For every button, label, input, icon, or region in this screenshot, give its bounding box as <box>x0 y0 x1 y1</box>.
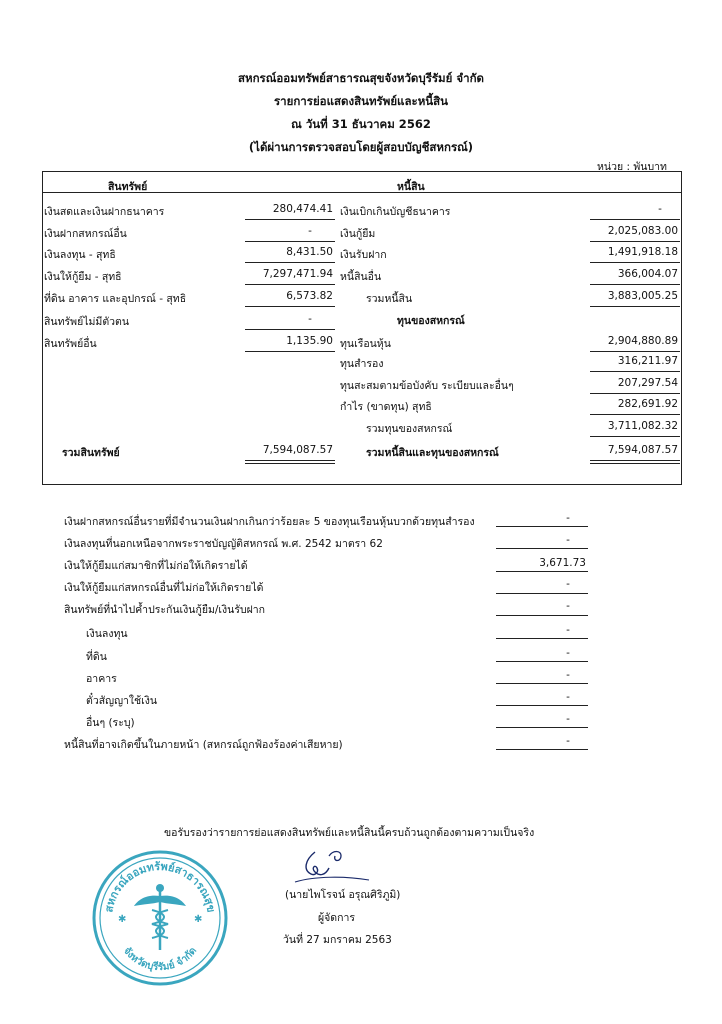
asset-label: เงินให้กู้ยืม - สุทธิ <box>44 271 122 283</box>
unit-label: หน่วย : พันบาท <box>597 161 667 173</box>
audit-note: (ได้ผ่านการตรวจสอบโดยผู้สอบบัญชีสหกรณ์) <box>248 140 474 154</box>
asset-underline <box>245 351 335 352</box>
liability-value: 366,004.07 <box>617 268 678 280</box>
liabilities-total-label: รวมหนี้สิน <box>366 293 413 305</box>
assets-total-value: 7,594,087.57 <box>262 444 333 456</box>
note-underline <box>496 749 588 750</box>
note-value: - <box>566 735 570 747</box>
equity-label: กำไร (ขาดทุน) สุทธิ <box>340 401 432 413</box>
liabilities-heading: หนี้สิน <box>397 181 425 193</box>
asset-underline <box>245 241 335 242</box>
asset-underline <box>245 329 335 330</box>
note-value: - <box>566 624 570 636</box>
signer-name: (นายไพโรจน์ อรุณศิริภูมิ) <box>285 889 401 901</box>
note-value: - <box>566 578 570 590</box>
liability-underline <box>590 241 680 242</box>
asset-value: 7,297,471.94 <box>262 268 333 280</box>
svg-text:✱: ✱ <box>118 914 127 925</box>
note-value: 3,671.73 <box>539 557 586 569</box>
equity-underline <box>590 393 680 394</box>
liability-label: เงินรับฝาก <box>340 249 387 261</box>
note-label: สินทรัพย์ที่นำไปค้ำประกันเงินกู้ยืม/เงินรับฝาก <box>64 604 266 616</box>
equity-underline <box>590 371 680 372</box>
grand-total-label: รวมหนี้สินและทุนของสหกรณ์ <box>366 447 499 459</box>
note-sub-label: อื่นๆ (ระบุ) <box>86 717 135 729</box>
signer-date: วันที่ 27 มกราคม 2563 <box>283 934 392 946</box>
asset-value: 6,573.82 <box>286 290 333 302</box>
equity-value: 207,297.54 <box>617 377 678 389</box>
note-underline <box>496 571 588 572</box>
note-underline <box>496 661 588 662</box>
asset-underline <box>245 262 335 263</box>
equity-underline <box>590 414 680 415</box>
asset-value: 8,431.50 <box>286 246 333 258</box>
cooperative-seal-stamp <box>90 848 230 988</box>
asset-label: สินทรัพย์อื่น <box>44 338 97 350</box>
certification-statement: ขอรับรองว่ารายการย่อแสดงสินทรัพย์และหนี้สินนี้ครบถ้วนถูกต้องตามความเป็นจริง <box>164 827 535 839</box>
grand-total-value: 7,594,087.57 <box>607 444 678 456</box>
grand-total-double-underline <box>590 460 680 464</box>
liability-value: 2,025,083.00 <box>607 225 678 237</box>
report-title: รายการย่อแสดงสินทรัพย์และหนี้สิน <box>273 94 449 108</box>
equity-label: ทุนเรือนหุ้น <box>340 338 391 350</box>
signer-position: ผู้จัดการ <box>318 912 356 924</box>
note-sub-label: อาคาร <box>86 673 117 685</box>
note-underline <box>496 593 588 594</box>
note-underline <box>496 683 588 684</box>
liability-underline <box>590 306 680 307</box>
note-value: - <box>566 669 570 681</box>
liabilities-total-value: 3,883,005.25 <box>607 290 678 302</box>
note-underline <box>496 548 588 549</box>
asset-label: เงินสดและเงินฝากธนาคาร <box>44 206 165 218</box>
equity-value: 316,211.97 <box>617 355 678 367</box>
asset-value: 1,135.90 <box>286 335 333 347</box>
liability-label: เงินกู้ยืม <box>340 228 376 240</box>
note-sub-label: ที่ดิน <box>86 651 107 663</box>
equity-label: ทุนสำรอง <box>340 358 384 370</box>
asset-value: 280,474.41 <box>272 203 333 215</box>
liability-label: หนี้สินอื่น <box>340 271 382 283</box>
note-value: - <box>566 713 570 725</box>
note-value: - <box>566 600 570 612</box>
note-value: - <box>566 691 570 703</box>
asset-underline <box>245 219 335 220</box>
liability-value: - <box>658 203 662 215</box>
asset-label: สินทรัพย์ไม่มีตัวตน <box>44 316 130 328</box>
note-underline <box>496 727 588 728</box>
note-value: - <box>566 512 570 524</box>
note-value: - <box>566 647 570 659</box>
asset-value: - <box>308 225 312 237</box>
liability-underline <box>590 219 680 220</box>
note-label: เงินลงทุนที่นอกเหนือจากพระราชบัญญัติสหกรณ์ พ.ศ. 2542 มาตรา 62 <box>64 538 383 550</box>
asset-label: เงินลงทุน - สุทธิ <box>44 249 116 261</box>
handwritten-signature <box>285 846 375 886</box>
equity-total-value: 3,711,082.32 <box>607 420 678 432</box>
equity-underline <box>590 436 680 437</box>
note-underline <box>496 615 588 616</box>
asset-label: เงินฝากสหกรณ์อื่น <box>44 228 127 240</box>
equity-underline <box>590 351 680 352</box>
note-underline <box>496 638 588 639</box>
liability-value: 1,491,918.18 <box>607 246 678 258</box>
assets-heading: สินทรัพย์ <box>108 181 148 193</box>
equity-label: ทุนสะสมตามข้อบังคับ ระเบียบและอื่นๆ <box>340 380 514 392</box>
liability-underline <box>590 284 680 285</box>
asset-underline <box>245 306 335 307</box>
note-label: เงินให้กู้ยืมแก่สมาชิกที่ไม่ก่อให้เกิดรายได้ <box>64 560 248 572</box>
assets-total-double-underline <box>245 460 335 464</box>
note-sub-label: ตั๋วสัญญาใช้เงิน <box>86 695 158 707</box>
svg-text:จังหวัดบุรีรัมย์ จำกัด: จังหวัดบุรีรัมย์ จำกัด <box>120 945 200 974</box>
org-name: สหกรณ์ออมทรัพย์สาธารณสุขจังหวัดบุรีรัมย์ จำกัด <box>237 71 485 85</box>
note-label: เงินให้กู้ยืมแก่สหกรณ์อื่นที่ไม่ก่อให้เกิดรายได้ <box>64 582 264 594</box>
report-date: ณ วันที่ 31 ธันวาคม 2562 <box>291 117 431 131</box>
note-underline <box>496 526 588 527</box>
liability-label: เงินเบิกเกินบัญชีธนาคาร <box>340 206 451 218</box>
note-label: เงินฝากสหกรณ์อื่นรายที่มีจำนวนเงินฝากเกินกว่าร้อยละ 5 ของทุนเรือนหุ้นบวกด้วยทุนสำรอง <box>64 516 475 528</box>
equity-value: 282,691.92 <box>617 398 678 410</box>
note-underline <box>496 705 588 706</box>
note-value: - <box>566 534 570 546</box>
note-label: หนี้สินที่อาจเกิดขึ้นในภายหน้า (สหกรณ์ถูกฟ้องร้องค่าเสียหาย) <box>64 739 343 751</box>
assets-total-label: รวมสินทรัพย์ <box>62 447 120 459</box>
asset-value: - <box>308 313 312 325</box>
asset-label: ที่ดิน อาคาร และอุปกรณ์ - สุทธิ <box>44 293 187 305</box>
equity-value: 2,904,880.89 <box>607 335 678 347</box>
svg-text:สหกรณ์ออมทรัพย์สาธารณสุข: สหกรณ์ออมทรัพย์สาธารณสุข <box>102 859 218 914</box>
equity-heading: ทุนของสหกรณ์ <box>397 315 465 327</box>
svg-text:✱: ✱ <box>194 914 203 925</box>
note-sub-label: เงินลงทุน <box>86 628 128 640</box>
liability-underline <box>590 262 680 263</box>
equity-total-label: รวมทุนของสหกรณ์ <box>366 423 453 435</box>
asset-underline <box>245 284 335 285</box>
